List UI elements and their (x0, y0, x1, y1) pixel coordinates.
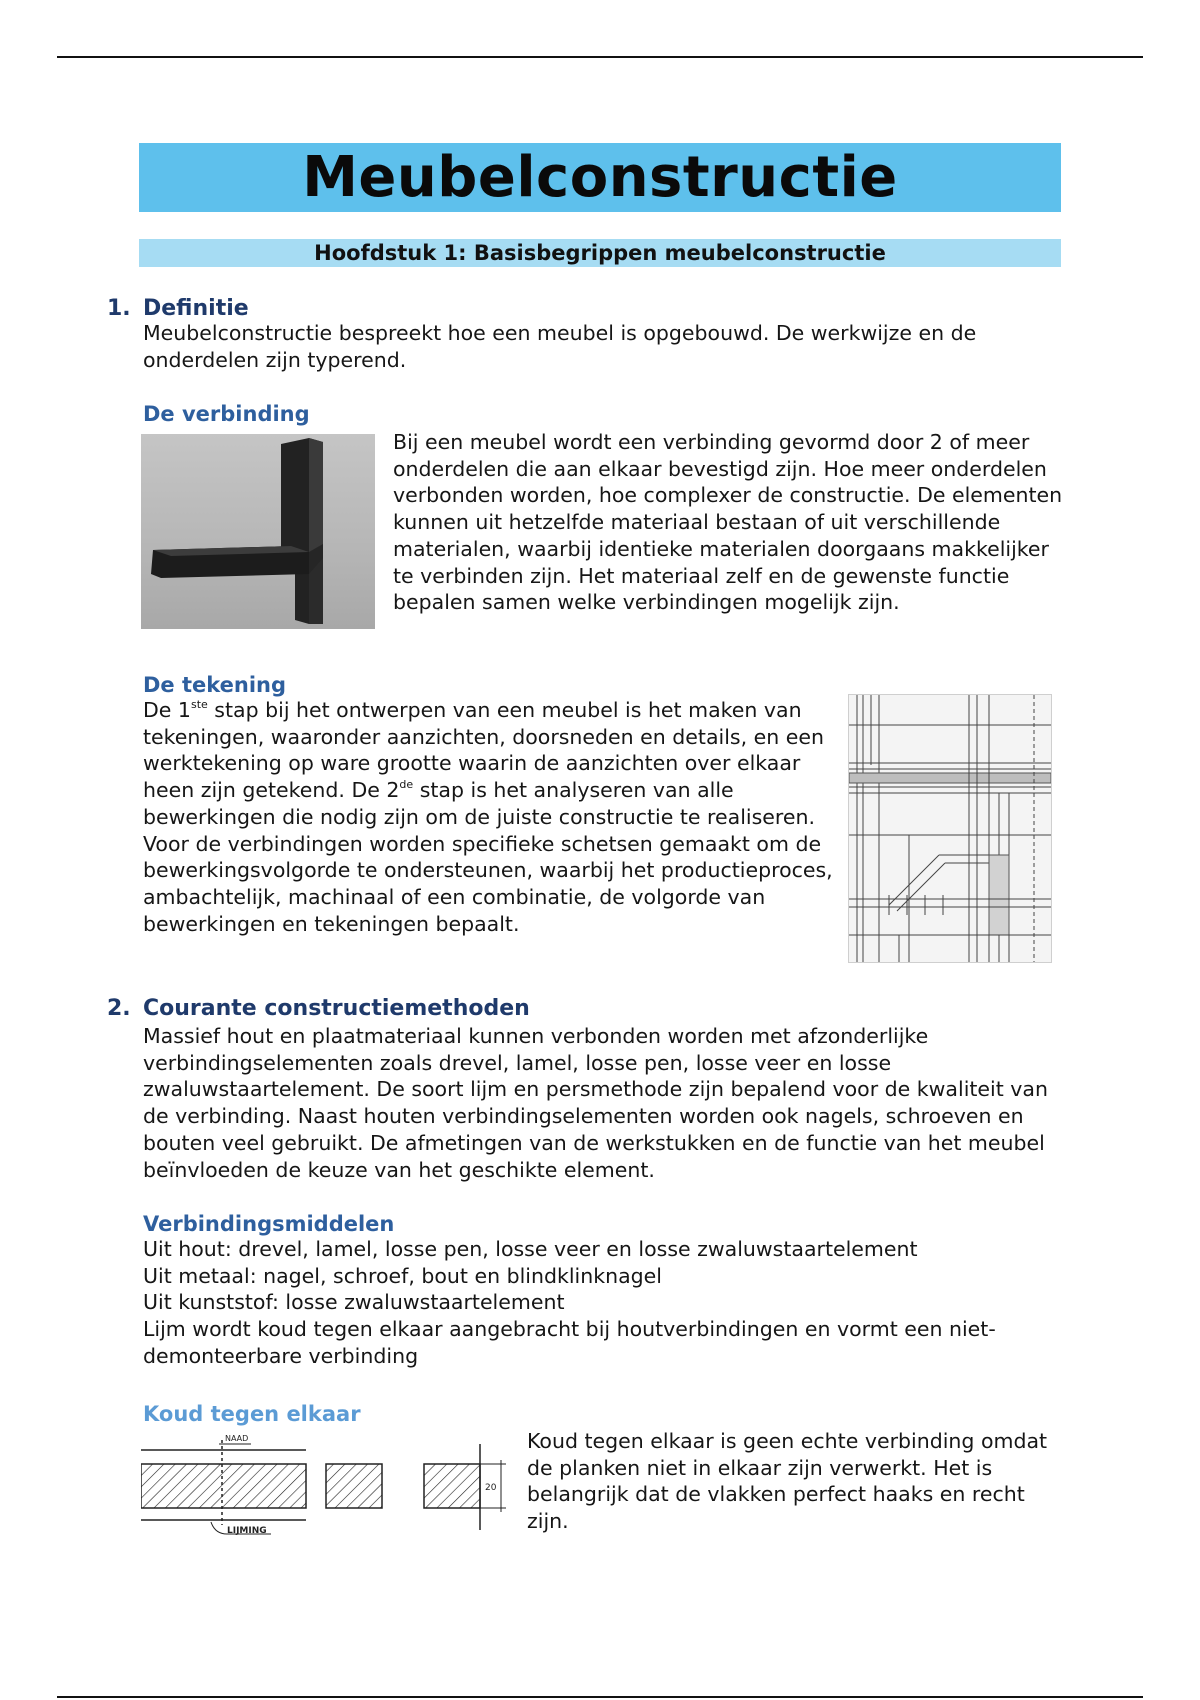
butt-joint-drawing (141, 1430, 517, 1540)
section-number: 2. (107, 996, 131, 1021)
verbindingsmiddelen-list (143, 1236, 1068, 1370)
list-item: Lijm wordt koud tegen elkaar aangebracht bij houtverbindingen en vormt een niet-demonteerbare verbinding (143, 1317, 996, 1368)
section-title: Courante constructiemethoden (143, 996, 530, 1021)
section-heading-definitie (107, 296, 249, 321)
subheading-tekening: De tekening (143, 673, 287, 697)
subheading-verbinding: De verbinding (143, 402, 310, 426)
section-title: Definitie (143, 296, 249, 321)
joint-label-top: NAAD (225, 1434, 249, 1443)
list-item: Uit metaal: nagel, schroef, bout en blindklinknagel (143, 1263, 662, 1288)
subheading-koud-tegen-elkaar: Koud tegen elkaar (143, 1402, 361, 1426)
top-rule (57, 56, 1143, 58)
subheading-verbindingsmiddelen: Verbindingsmiddelen (143, 1212, 395, 1236)
joint-label-bottom: LIJMING (227, 1526, 267, 1536)
list-item: Uit kunststof: losse zwaluwstaartelement (143, 1290, 565, 1315)
technical-drawing (848, 694, 1052, 963)
section-heading-constructiemethoden (107, 996, 530, 1021)
section-number: 1. (107, 296, 131, 321)
koud-tegen-elkaar-paragraph: Koud tegen elkaar is geen echte verbinding omdat de planken niet in elkaar zijn verwerkt. Het is belangrijk dat de vlakken perfect haaks en recht zijn. (527, 1429, 1048, 1534)
verbinding-paragraph: Bij een meubel wordt een verbinding gevormd door 2 of meer onderdelen die aan elkaar bevestigd zijn. Hoe meer onderdelen verbonden worden, hoe complexer de constructie. De elementen kunnen uit hetzelfde materiaal bestaan of uit verschillende materialen, waarbij identieke materialen doorgaans makkelijker te verbinden zijn. Het materiaal zelf en de gewenste functie bepalen samen welke verbindingen mogelijk zijn. (393, 430, 1063, 615)
chapter-banner (139, 239, 1061, 267)
chapter-title: Hoofdstuk 1: Basisbegrippen meubelconstructie (314, 241, 886, 265)
list-item: Uit hout: drevel, lamel, losse pen, losse veer en losse zwaluwstaartelement (143, 1237, 918, 1261)
definitie-paragraph: Meubelconstructie bespreekt hoe een meubel is opgebouwd. De werkwijze en de onderdelen zijn typerend. (143, 321, 977, 372)
bottom-rule (57, 1696, 1143, 1698)
title-banner (139, 143, 1061, 212)
corner-joint-photo (141, 434, 375, 629)
constructiemethoden-paragraph: Massief hout en plaatmateriaal kunnen verbonden worden met afzonderlijke verbindingselementen zoals drevel, lamel, losse pen, losse veer en losse zwaluwstaartelement. De soort lijm en persmethode zijn bepalend voor de kwaliteit van de verbinding. Naast houten verbindingselementen worden ook nagels, schroeven en bouten veel gebruikt. De afmetingen van de werkstukken en de functie van het meubel beïnvloeden de keuze van het geschikte element. (143, 1024, 1048, 1182)
joint-dimension: 20 (485, 1483, 497, 1493)
tekening-paragraph: De 1ste stap bij het ontwerpen van een meubel is het maken van tekeningen, waaronder aanzichten, doorsneden en details, en een werktekening op ware grootte waarin de aanzichten over elkaar heen zijn getekend. De 2de stap is het analyseren van alle bewerkingen die nodig zijn om de juiste constructie te realiseren. Voor de verbindingen worden specifieke schetsen gemaakt om de bewerkingsvolgorde te ondersteunen, waarbij het productieproces, ambachtelijk, machinaal of een combinatie, de volgorde van bewerkingen en tekeningen bepaalt. (143, 698, 833, 936)
page-title: Meubelconstructie (302, 145, 898, 210)
